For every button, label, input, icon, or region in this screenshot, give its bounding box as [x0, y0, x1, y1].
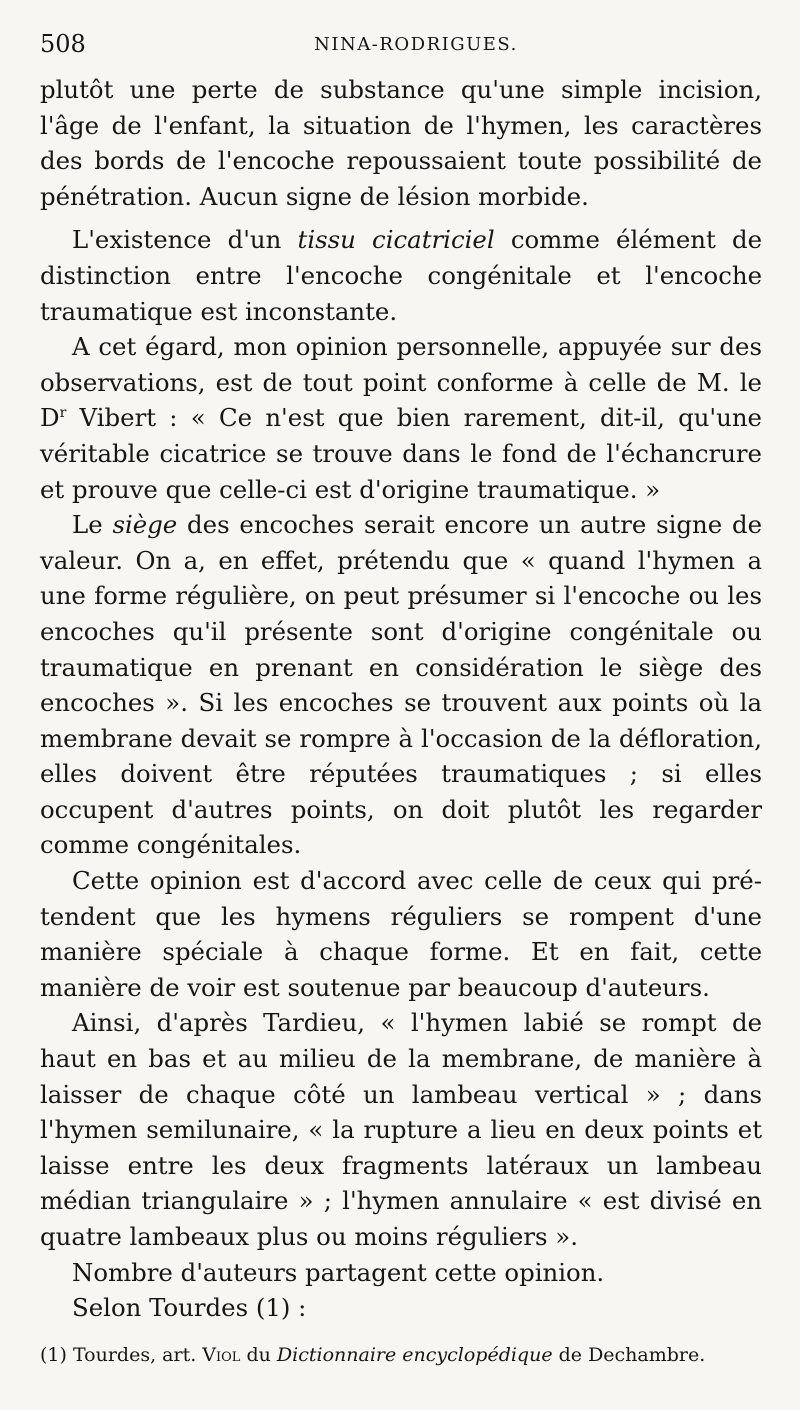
text-span: de Dechambre.: [552, 1344, 706, 1366]
text-span: Vibert : « Ce n'est que bien rarement, dit-il, qu'une véritable cicatrice se trouve dans le fond de l'échancrure et prouve que celle-ci est d'origine traumatique. »: [40, 403, 762, 504]
paragraph-scar-tissue: [40, 222, 762, 329]
text-span: comme élément de distinction entre l'encoche congénitale et l'encoche traumatique est inconstante.: [40, 225, 762, 326]
paragraph-authors-agree: Nombre d'auteurs partagent cette opinion.: [72, 1257, 605, 1287]
paragraph-tourdes: Selon Tourdes (1) :: [72, 1293, 307, 1323]
paragraph-notch-location: [40, 507, 762, 863]
emphasis-tissu-cicatriciel: tissu cicatriciel: [297, 225, 495, 255]
paragraph-vibert-opinion: [40, 329, 762, 507]
body-text: [40, 72, 762, 1326]
running-title: NINA-RODRIGUES.: [314, 34, 518, 55]
text-span: Le: [72, 510, 113, 540]
paragraph-tardieu: Ainsi, d'après Tardieu, « l'hymen labié se rompt de haut en bas et au milieu de la membrane, de manière à laisser de chaque côté un lambeau vertical » ; dans l'hymen semilunaire, « la rupture a lieu en deux points et laisse entre les deux fragments latéraux un lambeau médian triangulaire » ; l'hymen annulaire « est divisé en quatre lambeaux plus ou moins réguliers ».: [40, 1008, 762, 1251]
footnote-viol: Viol: [202, 1344, 241, 1366]
footnote: [40, 1343, 762, 1367]
superscript-r: r: [59, 405, 67, 422]
paragraph-regular-hymens: Cette opinion est d'accord avec celle de ceux qui prétendent que les hymens réguliers se rompent d'une manière spéciale à chaque forme. Et en fait, cette manière de voir est soutenue par beaucoup d'auteurs.: [40, 866, 762, 1002]
text-span: L'existence d'un: [72, 225, 298, 255]
footnote-dictionary-title: Dictionnaire encyclopédique: [276, 1344, 553, 1366]
paragraph-continuation: plutôt une perte de substance qu'une simple incision, l'âge de l'enfant, la situation de l'hymen, les caractères des bords de l'encoche repoussaient toute possibilité de pénétration. Aucun signe de lésion morbide.: [40, 75, 762, 211]
page-number: 508: [40, 30, 86, 58]
footnote-marker: (1): [40, 1344, 67, 1366]
text-span: A cet égard, mon opinion personnelle, appuyée sur des observations, est de tout point conforme à celle de M. le D: [40, 332, 762, 433]
text-span: Tourdes, art.: [66, 1344, 203, 1366]
text-span: du: [240, 1344, 277, 1366]
emphasis-siege: siège: [112, 510, 178, 540]
running-head: [40, 30, 762, 72]
text-span: des encoches serait encore un autre signe de valeur. On a, en effet, prétendu que « quand l'hymen a une forme régulière, on peut présumer si l'encoche ou les encoches qu'il présente sont d'origine congénitale ou traumatique en prenant en considération le siège des encoches ». Si les encoches se trouvent aux points où la membrane devait se rompre à l'occasion de la défloration, elles doivent être réputées traumatiques ; si elles occupent d'autres points, on doit plutôt les regarder comme congénitales.: [40, 510, 762, 860]
